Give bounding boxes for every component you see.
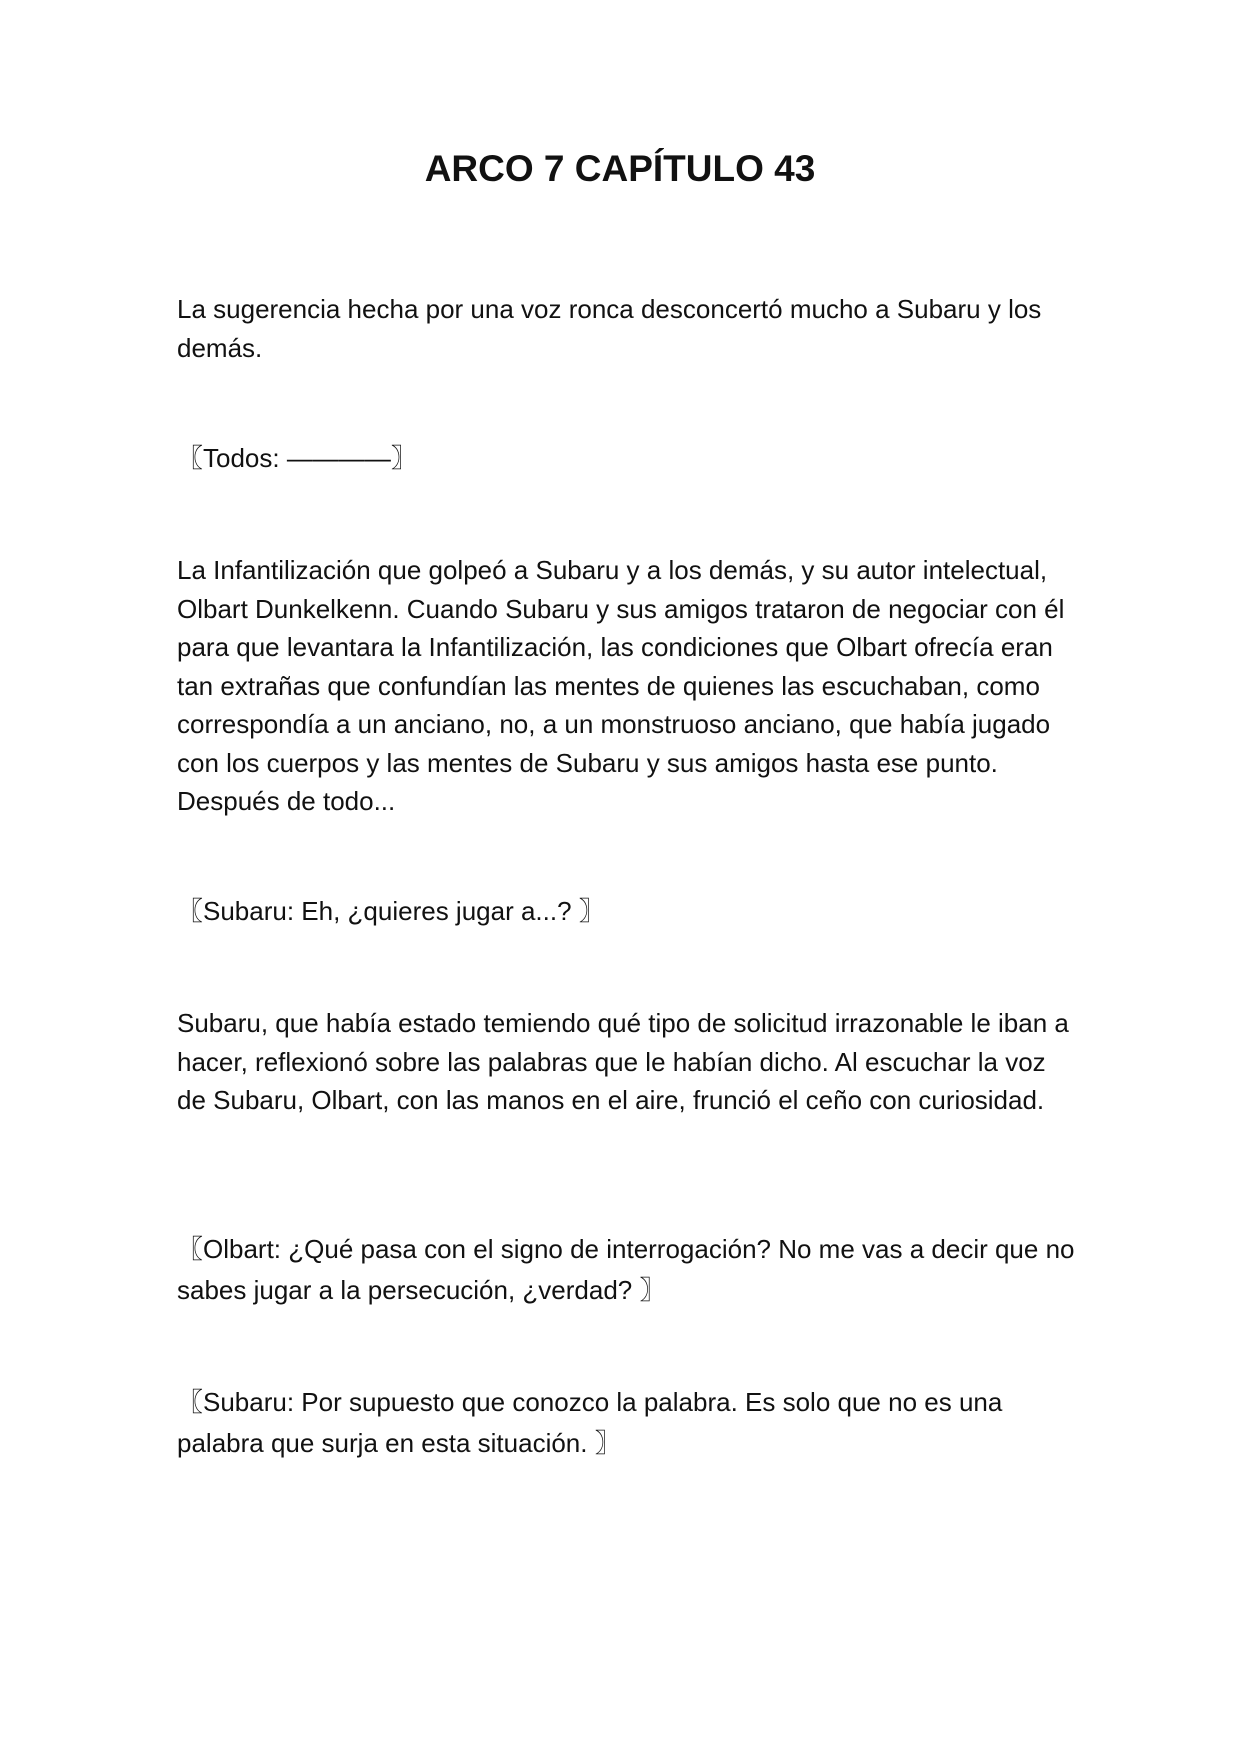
dialogue-line: 〖Todos: ————〗 [177,443,417,473]
narration-paragraph: La Infantilización que golpeó a Subaru y a los demás, y su autor intelectual, Olbart Dunkelkenn. Cuando Subaru y sus amigos trataron de negociar con él para que levantara la Infantilización, las condiciones que Olbart ofrecía eran tan extrañas que confundían las mentes de quienes las escuchaban, como correspondía a un anciano, no, a un monstruoso anciano, que había jugado con los cuerpos y las mentes de Subaru y sus amigos hasta ese punto. Después de todo... [177,555,1065,816]
chapter-title: ARCO 7 CAPÍTULO 43 [424,148,816,189]
narration-paragraph: Subaru, que había estado temiendo qué tipo de solicitud irrazonable le iban a hacer, reflexionó sobre las palabras que le habían dicho. Al escuchar la voz de Subaru, Olbart, con las manos en el aire, frunció el ceño con curiosidad. [177,1008,1069,1115]
dialogue-line: 〖Olbart: ¿Qué pasa con el signo de interrogación? No me vas a decir que no sabes jugar a la persecución, ¿verdad? 〗 [177,1234,1075,1305]
dialogue-line: 〖Subaru: Por supuesto que conozco la palabra. Es solo que no es una palabra que surja en esta situación. 〗 [177,1387,1003,1458]
dialogue-line: 〖Subaru: Eh, ¿quieres jugar a...? 〗 [177,896,605,926]
narration-paragraph: La sugerencia hecha por una voz ronca desconcertó mucho a Subaru y los demás. [177,294,1042,363]
